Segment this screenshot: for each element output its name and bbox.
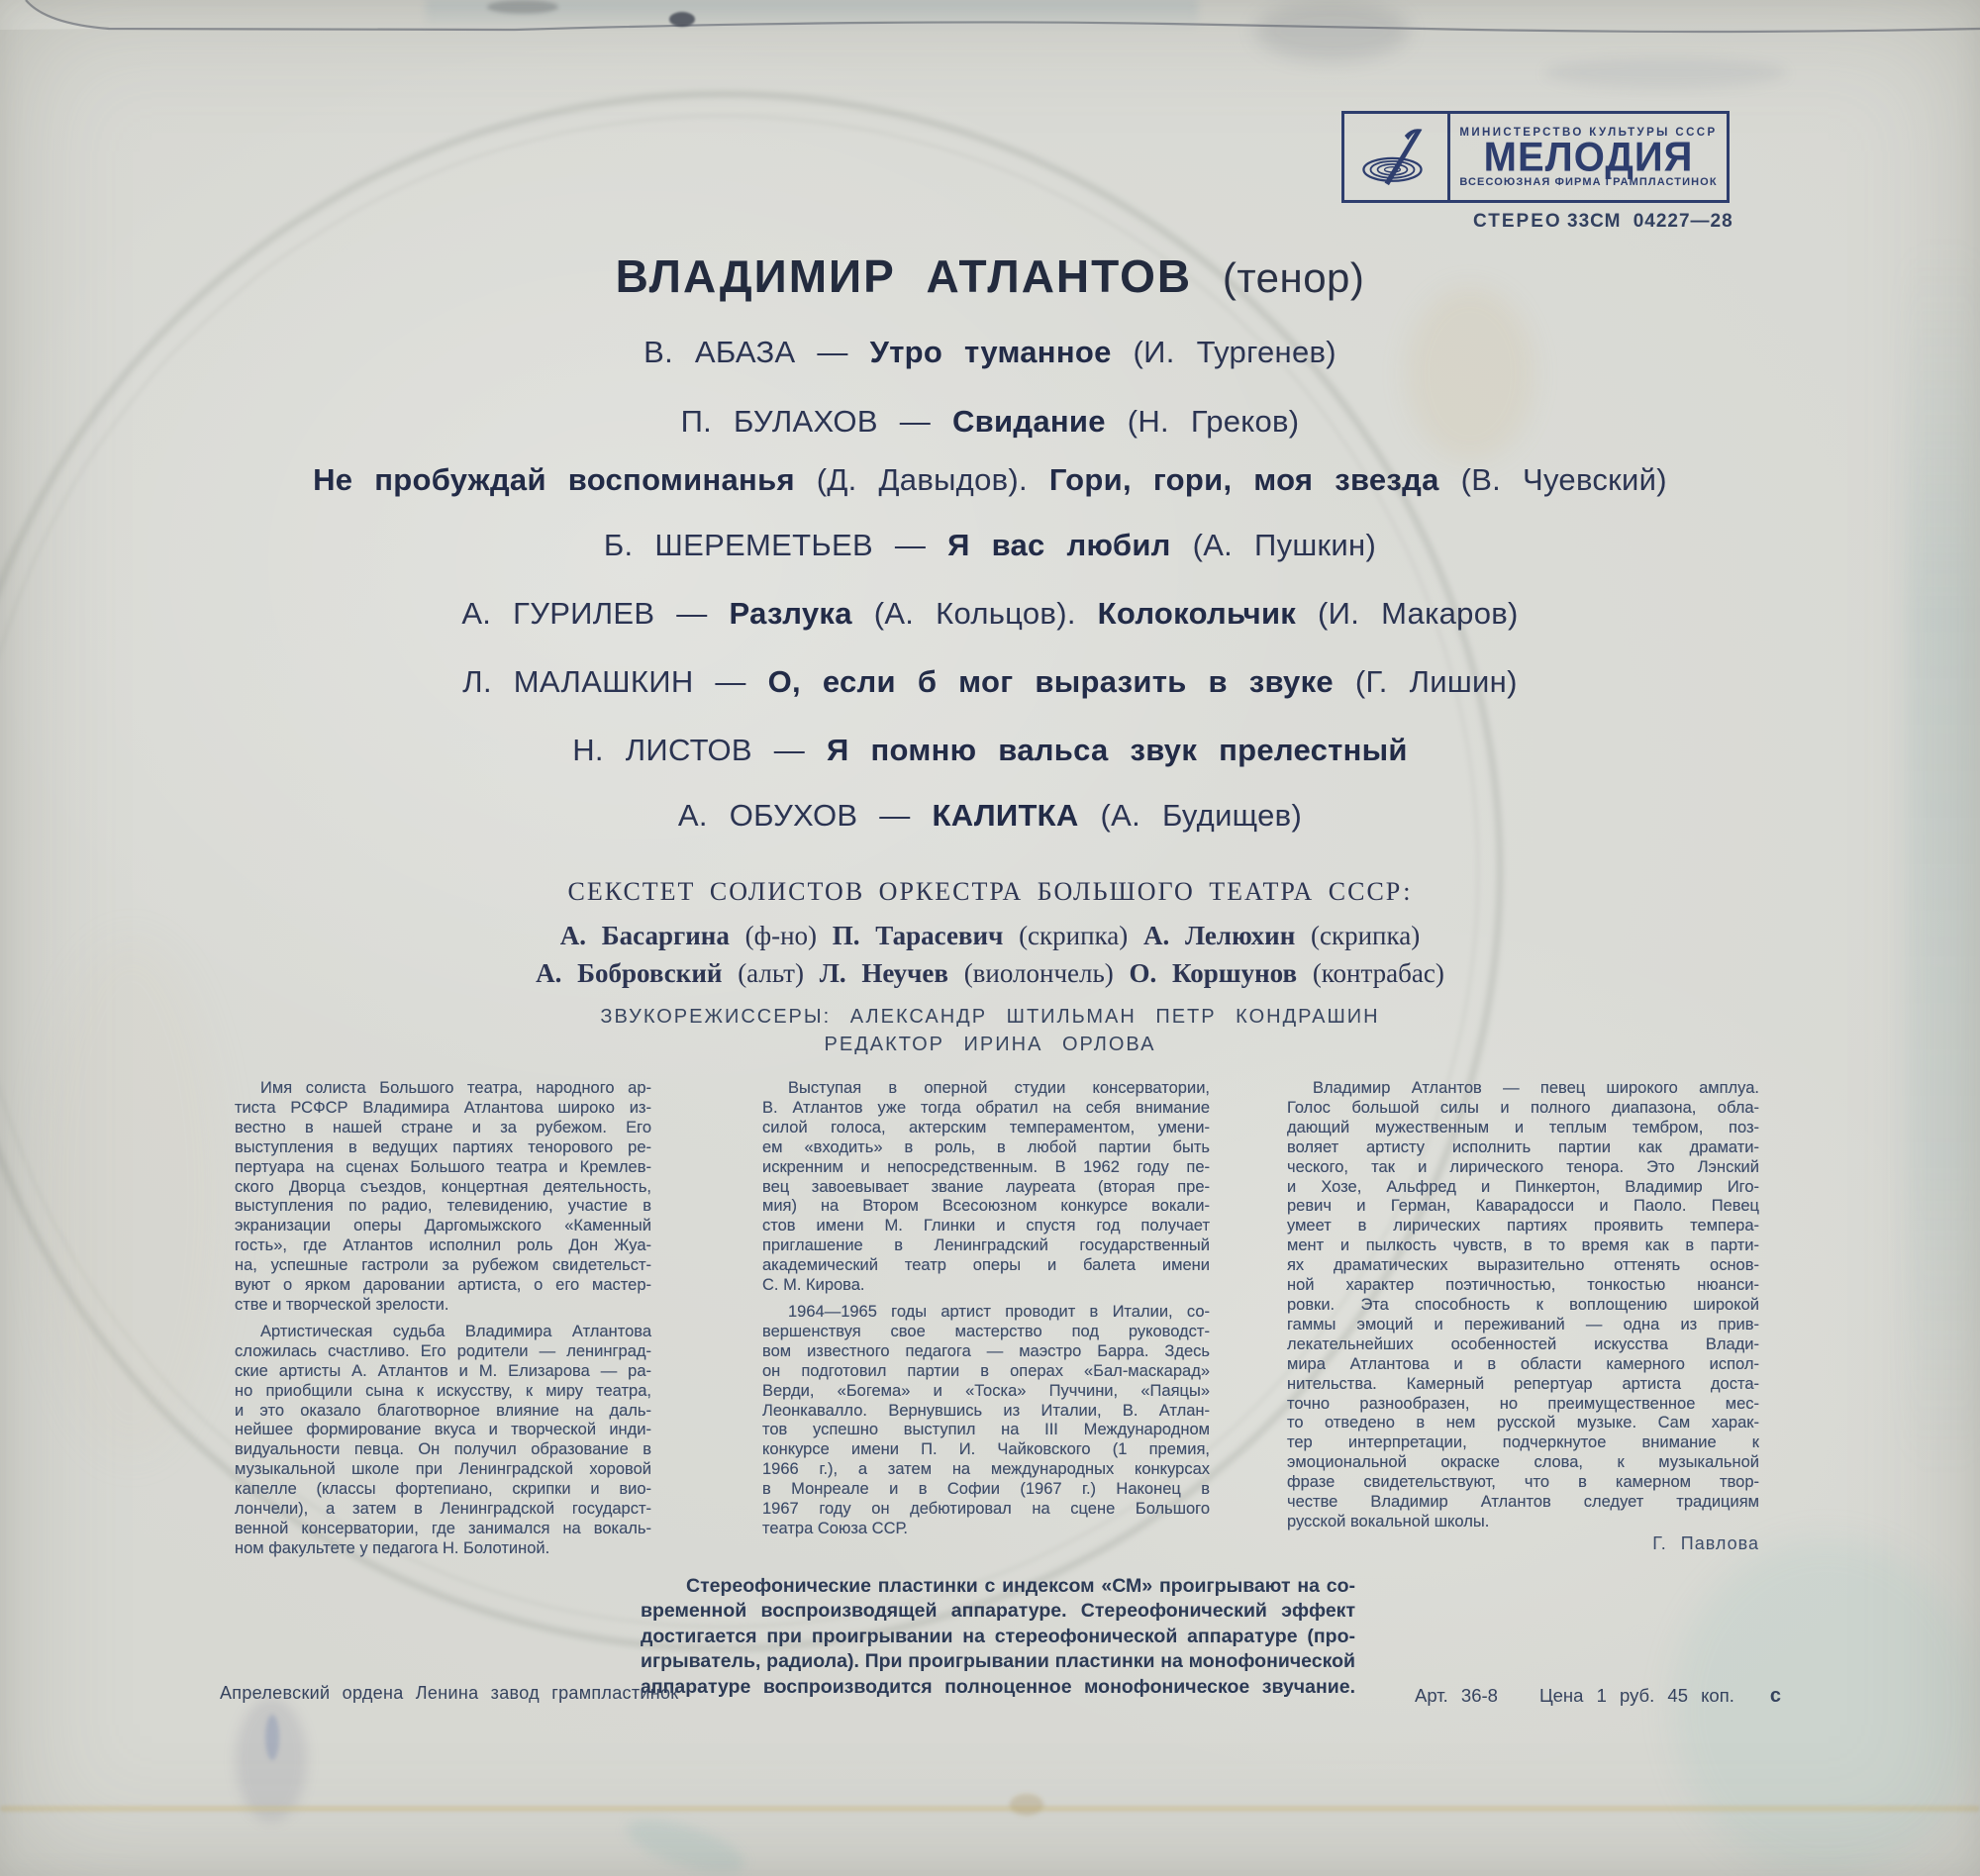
text-segment: А. Басаргина — [559, 921, 730, 950]
stain — [487, 0, 558, 14]
text-line: музыкальной школе при Ленинградской хоровой — [235, 1460, 651, 1479]
text-line: В. Атлантов уже тогда обратил на себя внимание — [762, 1098, 1210, 1117]
text-line: Голос большой силы и полного диапазона, обла- — [1287, 1098, 1759, 1117]
price: Цена 1 руб. 45 коп. — [1538, 1685, 1734, 1706]
plant-name: Апрелевский ордена Ленина завод грампластинок — [220, 1683, 679, 1703]
text-segment: А. ОБУХОВ — — [677, 798, 933, 833]
text-line: гость», где Атлантов исполнил роль Дон Жуа- — [235, 1236, 651, 1255]
text-line: Владимир Атлантов — певец широкого амплуа. — [1313, 1079, 1759, 1097]
track-line — [0, 664, 1980, 700]
track-line — [0, 335, 1980, 370]
text-line: мент и пылкость чувств, в то время как в парти- — [1287, 1236, 1759, 1255]
stain — [426, 0, 1198, 30]
text-line: 1964—1965 годы артист проводит в Италии, со- — [788, 1302, 1210, 1321]
text-line: фразе свидетельствуют, что в камерном твор- — [1287, 1473, 1759, 1492]
track-line — [0, 733, 1980, 768]
stain — [1673, 1539, 1980, 1876]
text-line: вом известного педагога — маэстро Барра. Здесь — [762, 1341, 1210, 1360]
catalog-number: 33СМ 04227—28 — [1567, 211, 1733, 232]
text-line: игрыватель, радиола). При проигрывании пластинки на монофонической — [641, 1650, 1355, 1673]
stereo-notice — [641, 1574, 1355, 1700]
text-segment: (И. Тургенев) — [1111, 335, 1336, 369]
text-line: Верди, «Богема» и «Тоска» Пуччини, «Паяцы» — [762, 1381, 1210, 1400]
track-line — [0, 404, 1980, 440]
text-line: Артистическая судьба Владимира Атлантова — [260, 1322, 651, 1340]
article-number: Арт. 36-8 — [1415, 1685, 1498, 1706]
stain — [621, 1809, 750, 1876]
text-line: он подготовил партии в операх «Бал-маскарад» — [762, 1361, 1210, 1380]
text-segment: А. Лелюхин — [1143, 921, 1296, 950]
text-segment: Я вас любил — [947, 528, 1171, 562]
text-segment: Свидание — [951, 404, 1106, 439]
text-segment: (Н. Греков) — [1105, 404, 1300, 439]
voice-type: (тенор) — [1222, 254, 1365, 301]
text-segment: (альт) — [722, 958, 820, 988]
copyright-letter: с — [1769, 1685, 1782, 1707]
melodiya-logo — [1341, 111, 1730, 203]
text-segment: Не пробуждай воспоминанья — [313, 462, 795, 497]
track-line — [0, 462, 1980, 498]
text-segment: (И. Макаров) — [1296, 596, 1519, 631]
text-line: 1966 г.), а затем на международных конкурсах — [762, 1460, 1210, 1479]
text-line: ной характер поэтичностью, тонкостью нюанси- — [1287, 1276, 1759, 1295]
text-line: Выступая в оперной студии консерватории, — [788, 1079, 1210, 1097]
track-line — [0, 528, 1980, 563]
text-line: сложилась счастливо. Его родители — ленинград- — [235, 1341, 651, 1360]
text-line: Стереофонические пластинки с индексом «СМ» проигрывают на со- — [686, 1575, 1355, 1597]
text-line: капелле (классы фортепиано, скрипки и вио- — [235, 1480, 651, 1499]
text-segment: Я помню вальса звук прелестный — [827, 733, 1408, 767]
stain — [1010, 1794, 1043, 1816]
text-line: ческого, так и лирического тенора. Это Лэнский — [1287, 1157, 1759, 1176]
text-line: ем «входить» в роль, в любой партии быть — [762, 1137, 1210, 1156]
text-line: театра Союза ССР. — [762, 1519, 908, 1537]
corner-sliver — [0, 0, 109, 30]
text-line: эмоциональной окраске слова, к музыкальной — [1287, 1453, 1759, 1472]
text-line: вершенствуя свое мастерство под руководст- — [762, 1322, 1210, 1340]
text-segment: А. Бобровский — [536, 958, 723, 988]
text-line: но приобщили сына к искусству, к миру театра, — [235, 1381, 651, 1400]
text-segment: (А. Пушкин) — [1170, 528, 1377, 562]
text-line: на, успешные гастроли за рубежом свидетельст- — [235, 1256, 651, 1275]
text-line: и это оказало благотворное влияние на даль- — [235, 1401, 651, 1420]
text-line: достигается при проигрывании на стереофонической аппаратуре (про- — [641, 1625, 1355, 1647]
text-segment: (В. Чуевский) — [1438, 462, 1667, 497]
top-edge-line — [26, 0, 1980, 32]
stain — [1544, 57, 1787, 89]
text-line: 1967 году он дебютировал на сцене Большого — [762, 1500, 1210, 1519]
text-segment: О, если б мог выразить в звуке — [767, 664, 1334, 699]
melodiya-emblem-icon — [1344, 114, 1450, 200]
text-segment: В. АБАЗА — — [644, 335, 870, 369]
text-line: аппаратуре воспроизводится полноценное монофоническое звучание. — [641, 1675, 1355, 1698]
text-segment: Утро туманное — [869, 335, 1112, 369]
text-line: ские артисты А. Атлантов и М. Елизарова — ра- — [235, 1361, 651, 1380]
text-line: искренним и непосредственным. В 1962 году пе- — [762, 1157, 1210, 1176]
text-line: воляет артисту исполнить партии как драмати- — [1287, 1137, 1759, 1156]
stain — [265, 1715, 279, 1760]
track-line — [0, 596, 1980, 632]
bio-column-3 — [1287, 1079, 1759, 1532]
text-segment: (Д. Давыдов). — [794, 462, 1049, 497]
text-line: вуют о ярком даровании артиста, о его мастер- — [235, 1276, 651, 1295]
ensemble-line — [0, 921, 1980, 951]
text-line: честве Владимир Атлантов следует традициям — [1287, 1493, 1759, 1512]
text-line: Имя солиста Большого театра, народного ар- — [260, 1079, 651, 1097]
text-segment: (А. Кольцов). — [851, 596, 1098, 631]
text-segment: Л. Неучев — [819, 958, 948, 988]
text-segment: КАЛИТКА — [932, 798, 1079, 833]
text-line: выступления по радио, телевидению, участие в — [235, 1197, 651, 1216]
track-line — [0, 798, 1980, 834]
text-segment: Разлука — [729, 596, 852, 631]
footer-right — [1415, 1685, 1781, 1708]
text-line: академический театр оперы и балета имени — [762, 1256, 1210, 1275]
text-line: дающий мужественным и теплым тембром, поз- — [1287, 1118, 1759, 1136]
text-segment: Л. МАЛАШКИН — — [462, 664, 768, 699]
text-line: временной воспроизводящей аппаратуре. Стереофонический эффект — [641, 1600, 1355, 1623]
text-line: нительства. Камерный репертуар артиста доста- — [1287, 1374, 1759, 1393]
text-line: приглашение в Ленинградский государственный — [762, 1236, 1210, 1255]
engineers-line: ЗВУКОРЕЖИССЕРЫ: АЛЕКСАНДР ШТИЛЬМАН ПЕТР КОНДРАШИН — [600, 1006, 1380, 1028]
stain — [1255, 0, 1409, 61]
text-line: видуальности певца. Он получил образование в — [235, 1440, 651, 1459]
text-segment: Б. ШЕРЕМЕТЬЕВ — — [603, 528, 948, 562]
text-line: лекательнейших особенностей искусства Влади- — [1287, 1334, 1759, 1353]
text-line: умеет в лирических партиях проявить темпера- — [1287, 1217, 1759, 1235]
stereo-label: СТЕРЕО — [1473, 211, 1562, 232]
text-line: тов успешно выступил на III Международном — [762, 1421, 1210, 1439]
text-segment: Гори, гори, моя звезда — [1048, 462, 1439, 497]
text-segment: (виолончель) — [947, 958, 1130, 988]
text-line: точно разнообразен, но преимущественное мес- — [1287, 1394, 1759, 1413]
text-line: вестно в нашей стране и за рубежом. Его — [235, 1118, 651, 1136]
stain — [236, 1698, 307, 1822]
album-title — [0, 249, 1980, 303]
text-line: стве и творческой зрелости. — [235, 1295, 449, 1314]
text-segment: (скрипка) — [1295, 921, 1421, 950]
text-line: Леонкавалло. Вернувшись из Италии, В. Атлан- — [762, 1401, 1210, 1420]
text-line: экранизации оперы Даргомыжского «Каменный — [235, 1217, 651, 1235]
text-segment: Н. ЛИСТОВ — — [572, 733, 827, 767]
ensemble-heading: СЕКСТЕТ СОЛИСТОВ ОРКЕСТРА БОЛЬШОГО ТЕАТРА СССР: — [567, 877, 1413, 906]
stain — [669, 12, 695, 27]
firm-label: ВСЕСОЮЗНАЯ ФИРМА ГРАМПЛАСТИНОК — [1459, 175, 1718, 188]
text-segment: П. БУЛАХОВ — — [680, 404, 952, 439]
text-segment: О. Коршунов — [1129, 958, 1298, 988]
logo-text — [1450, 114, 1727, 200]
text-line: в Монреале и в Софии (1967 г.) Наконец в — [762, 1480, 1210, 1499]
text-line: выступления в ведущих партиях тенорового ре- — [235, 1137, 651, 1156]
text-line: лончели), а затем в Ленинградской государст- — [235, 1500, 651, 1519]
text-line: ях драматических выразительно оттенять основ- — [1287, 1256, 1759, 1275]
text-line: С. М. Кирова. — [762, 1276, 865, 1295]
text-line: ровки. Эта способность к воплощению широкой — [1287, 1295, 1759, 1314]
text-segment: (ф-но) — [729, 921, 833, 950]
bio-column-2 — [762, 1079, 1210, 1539]
text-line: вец завоевывает звание лауреата (вторая пре- — [762, 1177, 1210, 1196]
text-line: ского Дворца съездов, концертная деятельность, — [235, 1177, 651, 1196]
artist-name: ВЛАДИМИР АТЛАНТОВ — [615, 250, 1193, 302]
brand-name: МЕЛОДИЯ — [1483, 134, 1694, 180]
record-ring-mark — [0, 94, 1500, 1648]
text-line: мира Атлантова и в области камерного испол- — [1287, 1354, 1759, 1373]
text-line: конкурсе имени П. И. Чайковского (1 премия, — [762, 1440, 1210, 1459]
stain — [0, 1806, 1980, 1812]
text-segment: (Г. Лишин) — [1333, 664, 1518, 699]
text-line: силой голоса, актерским темпераментом, умени- — [762, 1118, 1210, 1136]
text-line: тиста РСФСР Владимира Атлантова широко из- — [235, 1098, 651, 1117]
text-line: нейшее формирование вкуса и творческой инди- — [235, 1421, 651, 1439]
text-line: стов имени М. Глинки и спустя год получает — [762, 1217, 1210, 1235]
text-segment: (А. Будищев) — [1078, 798, 1303, 833]
text-line: тер интерпретации, подчеркнутое внимание к — [1287, 1433, 1759, 1452]
text-line: русской вокальной школы. — [1287, 1512, 1490, 1530]
text-line: то отведено в нем русской музыке. Сам харак- — [1287, 1414, 1759, 1432]
text-segment: Колокольчик — [1097, 596, 1297, 631]
text-line: и Хозе, Альфред и Пинкертон, Владимир Иго- — [1287, 1177, 1759, 1196]
text-segment: П. Тарасевич — [832, 921, 1004, 950]
ministry-label: МИНИСТЕРСТВО КУЛЬТУРЫ СССР — [1459, 126, 1718, 139]
text-line: мия) на Втором Всесоюзном конкурсе вокали- — [762, 1197, 1210, 1216]
text-line: пертуара на сценах Большого театра и Кремлев- — [235, 1157, 651, 1176]
text-segment: А. ГУРИЛЕВ — — [461, 596, 730, 631]
text-line: гаммы эмоций и переживаний — одна из прив- — [1287, 1315, 1759, 1333]
text-line: ном факультете у педагога Н. Болотиной. — [235, 1538, 550, 1557]
bio-column-1 — [235, 1079, 651, 1559]
text-segment: (контрабас) — [1297, 958, 1444, 988]
ensemble-line — [0, 958, 1980, 989]
text-segment: (скрипка) — [1003, 921, 1143, 950]
signature: Г. Павлова — [1652, 1533, 1759, 1553]
text-line: ревич и Герман, Каварадосси и Паоло. Певец — [1287, 1197, 1759, 1216]
editor-line: РЕДАКТОР ИРИНА ОРЛОВА — [824, 1034, 1156, 1055]
text-line: венной консерватории, где занимался на вокаль- — [235, 1519, 651, 1537]
